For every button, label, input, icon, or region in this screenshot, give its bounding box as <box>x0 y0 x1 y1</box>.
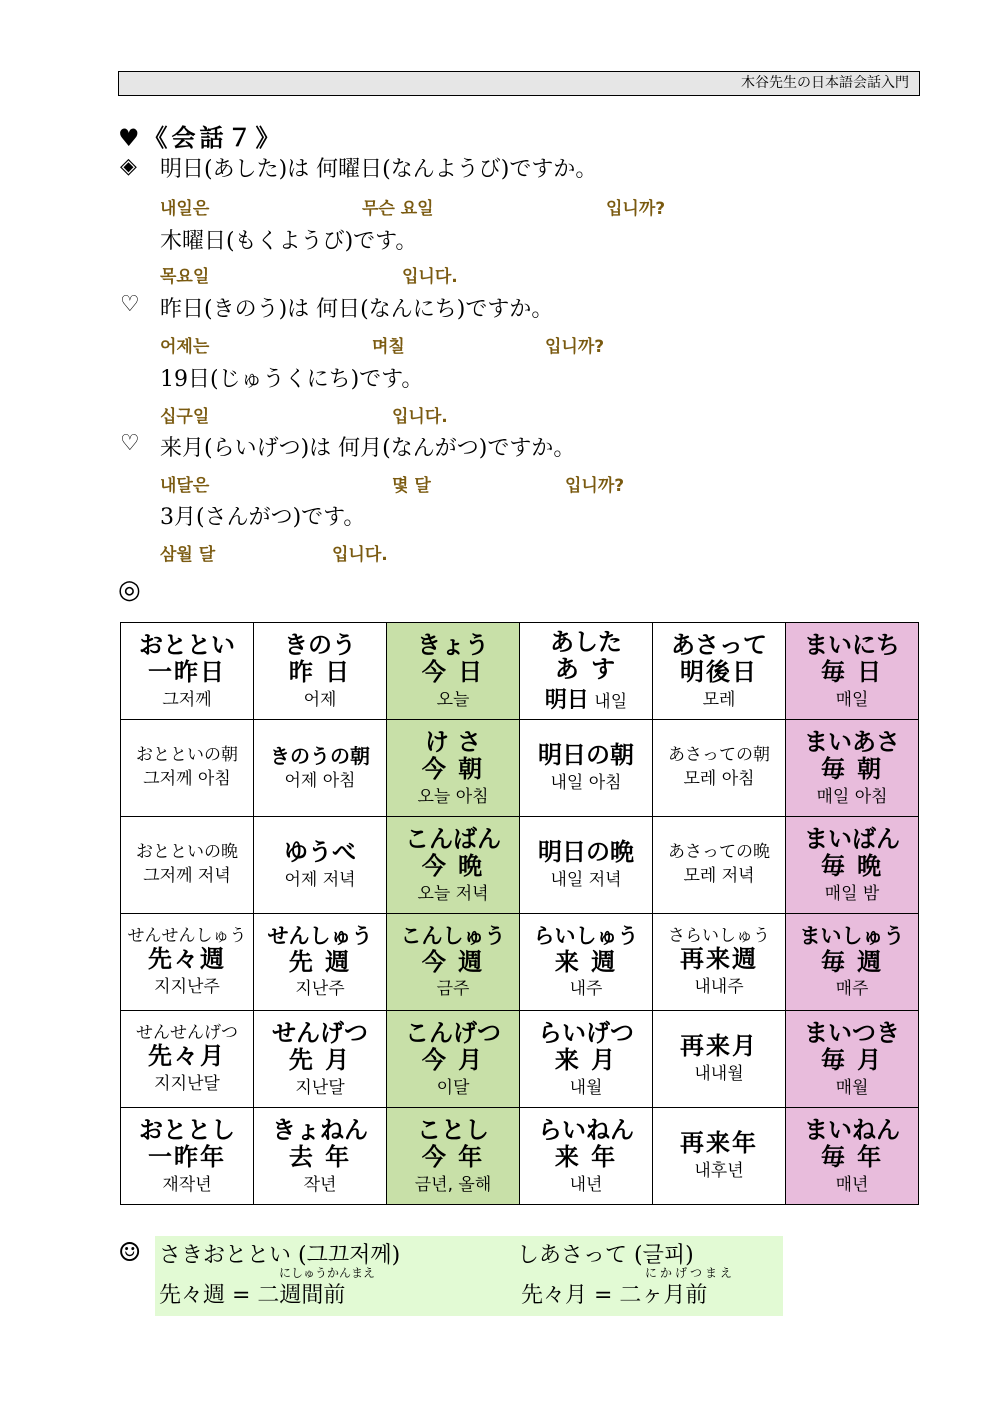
page-title: ♥《会話７》 <box>118 123 284 152</box>
table-cell: おととし 一昨年 재작년 <box>121 1108 254 1205</box>
bullseye-icon: ◎ <box>118 575 141 605</box>
answer-3-kr-2: 입니다. <box>332 545 388 565</box>
table-row <box>121 623 919 720</box>
table-cell: きょねん 去 年 작년 <box>254 1108 387 1205</box>
question-1-kr-1: 내일은 <box>160 199 210 219</box>
table-cell: きょう 今 日 오늘 <box>387 623 520 720</box>
table-cell: あさっての晩 모레 저녁 <box>653 817 786 914</box>
smiley-icon: ☺ <box>118 1238 142 1268</box>
table-cell: せんげつ 先 月 지난달 <box>254 1011 387 1108</box>
answer-1: 木曜日(もくようび)です。 <box>160 229 418 254</box>
table-cell: ゆうべ 어제 저녁 <box>254 817 387 914</box>
question-2-kr-3: 입니까? <box>545 337 605 357</box>
answer-2: 19日(じゅうくにち)です。 <box>160 367 424 392</box>
ruby-nishuukanmae: にしゅうかんまえ <box>279 1266 376 1280</box>
ruby-nikagetsumae: にかげつまえ <box>645 1266 736 1280</box>
question-2-kr-2: 며칠 <box>372 337 405 357</box>
note-shiasatte: しあさって (글피) <box>517 1243 694 1268</box>
table-cell: こんげつ 今 月 이달 <box>387 1011 520 1108</box>
table-row <box>121 817 919 914</box>
table-cell: まいあさ 毎 朝 매일 아침 <box>786 720 919 817</box>
question-3-kr-1: 내달은 <box>160 476 210 496</box>
table-cell: さらいしゅう 再来週 내내주 <box>653 914 786 1011</box>
table-cell: おととい 一昨日 그저께 <box>121 623 254 720</box>
table-cell: おとといの朝 그저께 아침 <box>121 720 254 817</box>
question-3-kr-3: 입니까? <box>565 476 625 496</box>
table-cell: こんしゅう 今 週 금주 <box>387 914 520 1011</box>
table-cell: あさっての朝 모레 아침 <box>653 720 786 817</box>
question-2-kr-1: 어제는 <box>160 337 210 357</box>
table-cell: らいしゅう 来 週 내주 <box>520 914 653 1011</box>
question-3: 来月(らいげつ)は 何月(なんがつ)ですか。 <box>160 436 576 461</box>
table-cell: きのう 昨 日 어제 <box>254 623 387 720</box>
answer-3: 3月(さんがつ)です。 <box>160 505 366 530</box>
table-cell: 再来年 내후년 <box>653 1108 786 1205</box>
question-1-kr-3: 입니까? <box>606 199 666 219</box>
table-cell: 再来月 내내월 <box>653 1011 786 1108</box>
diamond-icon: ◈ <box>120 154 137 179</box>
question-1-kr-2: 무슨 요일 <box>362 199 434 219</box>
table-cell: まいばん 毎 晩 매일 밤 <box>786 817 919 914</box>
table-cell: あさって 明後日 모레 <box>653 623 786 720</box>
table-cell: おとといの晩 그저께 저녁 <box>121 817 254 914</box>
question-3-kr-2: 몇 달 <box>392 476 431 496</box>
table-cell: け さ 今 朝 오늘 아침 <box>387 720 520 817</box>
question-2: 昨日(きのう)は 何日(なんにち)ですか。 <box>160 297 554 322</box>
table-cell: きのうの朝 어제 아침 <box>254 720 387 817</box>
table-cell: せんせんしゅう 先々週 지지난주 <box>121 914 254 1011</box>
question-1: 明日(あした)は 何曜日(なんようび)ですか。 <box>160 157 598 182</box>
answer-2-kr-2: 입니다. <box>392 407 448 427</box>
table-cell: らいげつ 来 月 내월 <box>520 1011 653 1108</box>
document-header: 木谷先生の日本語会話入門 <box>118 71 920 96</box>
table-cell: せんせんげつ 先々月 지지난달 <box>121 1011 254 1108</box>
table-cell: こんばん 今 晩 오늘 저녁 <box>387 817 520 914</box>
time-vocabulary-table <box>120 622 919 1205</box>
heart-outline-icon: ♡ <box>120 292 140 317</box>
table-row <box>121 720 919 817</box>
note-two-weeks-ago: 先々週 = 二週間前 <box>159 1283 346 1308</box>
table-row <box>121 1011 919 1108</box>
table-cell: まいにち 毎 日 매일 <box>786 623 919 720</box>
table-row <box>121 914 919 1011</box>
table-cell: あした あ す 明日 내일 <box>520 623 653 720</box>
answer-3-kr-1: 삼월 달 <box>160 545 216 565</box>
table-cell: まいしゅう 毎 週 매주 <box>786 914 919 1011</box>
table-cell: まいつき 毎 月 매월 <box>786 1011 919 1108</box>
table-cell: ことし 今 年 금년, 올해 <box>387 1108 520 1205</box>
answer-1-kr-1: 목요일 <box>160 267 210 287</box>
note-sakiototoi: さきおととい (그끄저께) <box>159 1243 401 1268</box>
table-cell: せんしゅう 先 週 지난주 <box>254 914 387 1011</box>
extra-notes-box <box>155 1236 783 1316</box>
table-cell: まいねん 毎 年 매년 <box>786 1108 919 1205</box>
table-cell: らいねん 来 年 내년 <box>520 1108 653 1205</box>
heart-outline-icon: ♡ <box>120 431 140 456</box>
answer-1-kr-2: 입니다. <box>402 267 458 287</box>
answer-2-kr-1: 십구일 <box>160 407 210 427</box>
table-row <box>121 1108 919 1205</box>
note-two-months-ago: 先々月 = 二ヶ月前 <box>521 1283 708 1308</box>
table-cell: 明日の晩 내일 저녁 <box>520 817 653 914</box>
table-cell: 明日の朝 내일 아침 <box>520 720 653 817</box>
